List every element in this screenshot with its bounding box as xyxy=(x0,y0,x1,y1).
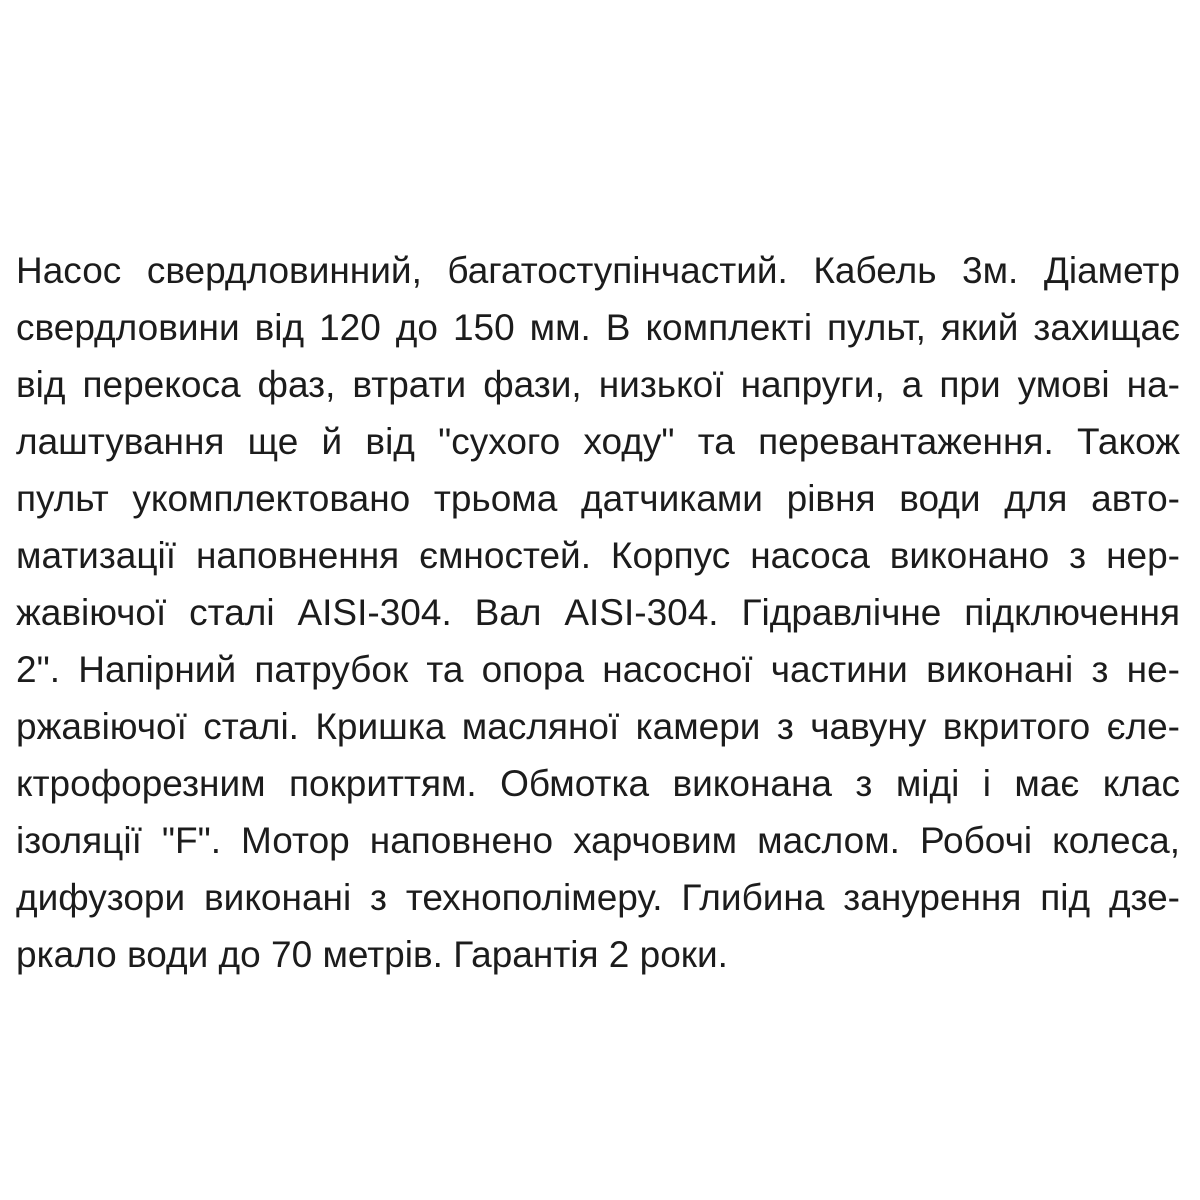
paragraph-line: свердловини від 120 до 150 мм. В комплекті пульт, який захищає xyxy=(16,307,1180,348)
paragraph-line: ктрофорезним покриттям. Обмотка виконана з міді і має клас xyxy=(16,763,1180,804)
paragraph-line: дифузори виконані з технополімеру. Глибина занурення під дзе- xyxy=(16,877,1180,918)
paragraph-line: від перекоса фаз, втрати фази, низької напруги, а при умові на- xyxy=(16,364,1180,405)
paragraph-line: жавіючої сталі AISI-304. Вал AISI-304. Гідравлічне підключення xyxy=(16,592,1180,633)
paragraph-line: пульт укомплектовано трьома датчиками рівня води для авто- xyxy=(16,478,1180,519)
product-description xyxy=(16,242,1180,983)
paragraph-line-last: ркало води до 70 метрів. Гарантія 2 роки. xyxy=(16,934,728,975)
paragraph-line: лаштування ще й від "сухого ходу" та перевантаження. Також xyxy=(16,421,1180,462)
paragraph-line: ржавіючої сталі. Кришка масляної камери з чавуну вкритого єле- xyxy=(16,706,1180,747)
paragraph-line: матизації наповнення ємностей. Корпус насоса виконано з нер- xyxy=(16,535,1180,576)
paragraph-line: Насос свердловинний, багатоступінчастий. Кабель 3м. Діаметр xyxy=(16,250,1180,291)
paragraph-line: 2". Напірний патрубок та опора насосної частини виконані з не- xyxy=(16,649,1180,690)
paragraph-line: ізоляції "F". Мотор наповнено харчовим маслом. Робочі колеса, xyxy=(16,820,1180,861)
